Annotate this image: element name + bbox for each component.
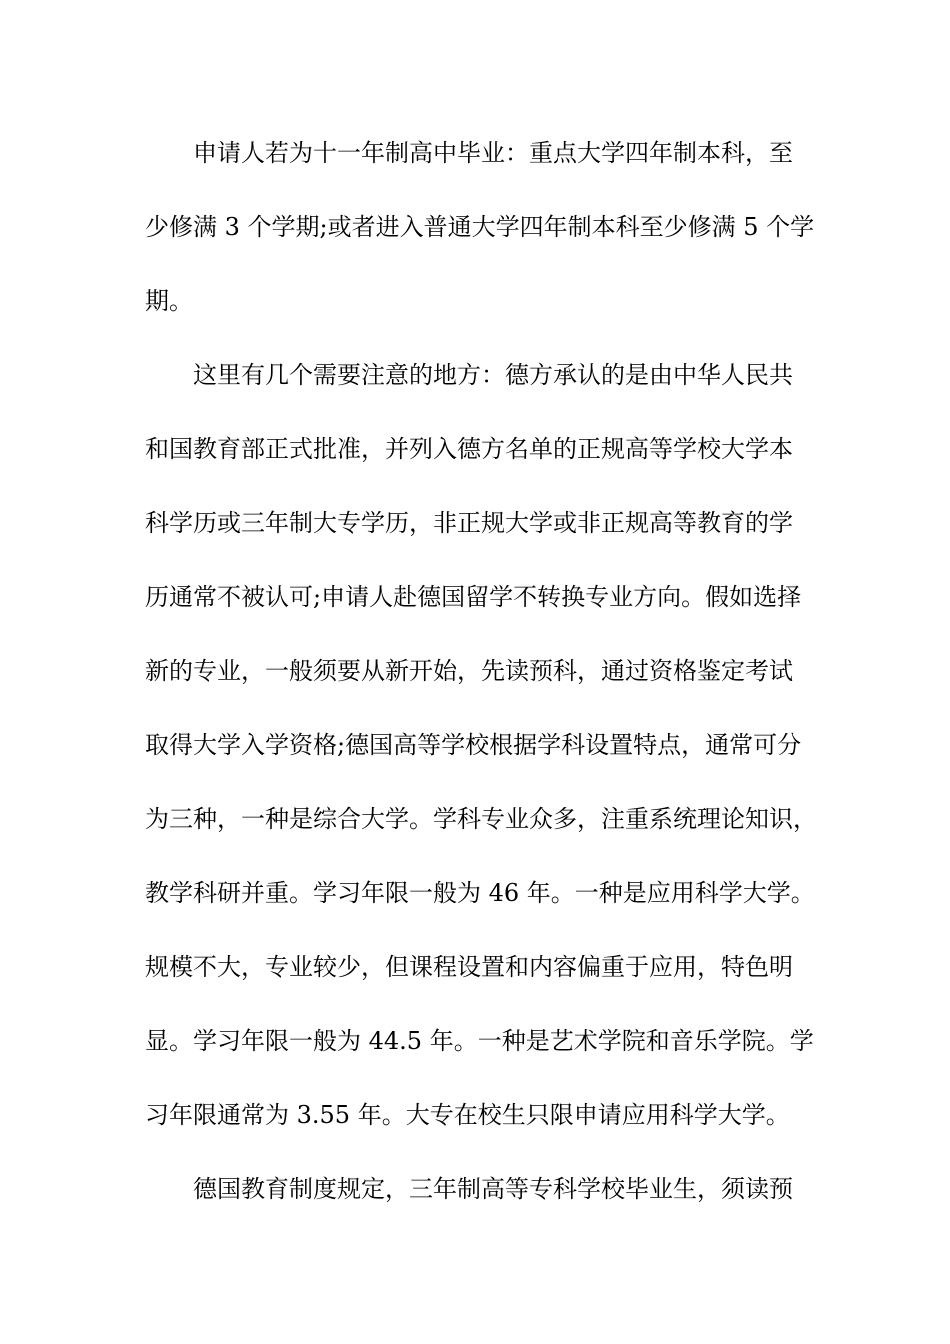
paragraph-2-line-2: 和国教育部正式批准，并列入德方名单的正规高等学校大学本 <box>145 435 793 463</box>
paragraph-2-line-11: 习年限通常为 3.55 年。大专在校生只限申请应用科学大学。 <box>145 1101 790 1129</box>
paragraph-2-line-5: 新的专业，一般须要从新开始，先读预科，通过资格鉴定考试 <box>145 657 793 685</box>
paragraph-1-line-2: 少修满 3 个学期;或者进入普通大学四年制本科至少修满 5 个学 <box>145 213 815 241</box>
paragraph-2-line-7: 为三种，一种是综合大学。学科专业众多，注重系统理论知识， <box>145 805 817 833</box>
paragraph-2-line-6: 取得大学入学资格;德国高等学校根据学科设置特点，通常可分 <box>145 731 802 759</box>
paragraph-1-line-1: 申请人若为十一年制高中毕业：重点大学四年制本科，至 <box>193 139 793 167</box>
paragraph-2-line-4: 历通常不被认可;申请人赴德国留学不转换专业方向。假如选择 <box>145 583 802 611</box>
paragraph-2-line-9: 规模不大，专业较少，但课程设置和内容偏重于应用，特色明 <box>145 953 793 981</box>
paragraph-3-line-1: 德国教育制度规定，三年制高等专科学校毕业生，须读预 <box>193 1175 793 1203</box>
paragraph-2-line-3: 科学历或三年制大专学历，非正规大学或非正规高等教育的学 <box>145 509 793 537</box>
paragraph-2-line-8: 教学科研并重。学习年限一般为 46 年。一种是应用科学大学。 <box>145 879 815 907</box>
paragraph-1-line-3: 期。 <box>145 287 193 315</box>
paragraph-2-line-1: 这里有几个需要注意的地方：德方承认的是由中华人民共 <box>193 361 793 389</box>
paragraph-2-line-10: 显。学习年限一般为 44.5 年。一种是艺术学院和音乐学院。学 <box>145 1027 814 1055</box>
